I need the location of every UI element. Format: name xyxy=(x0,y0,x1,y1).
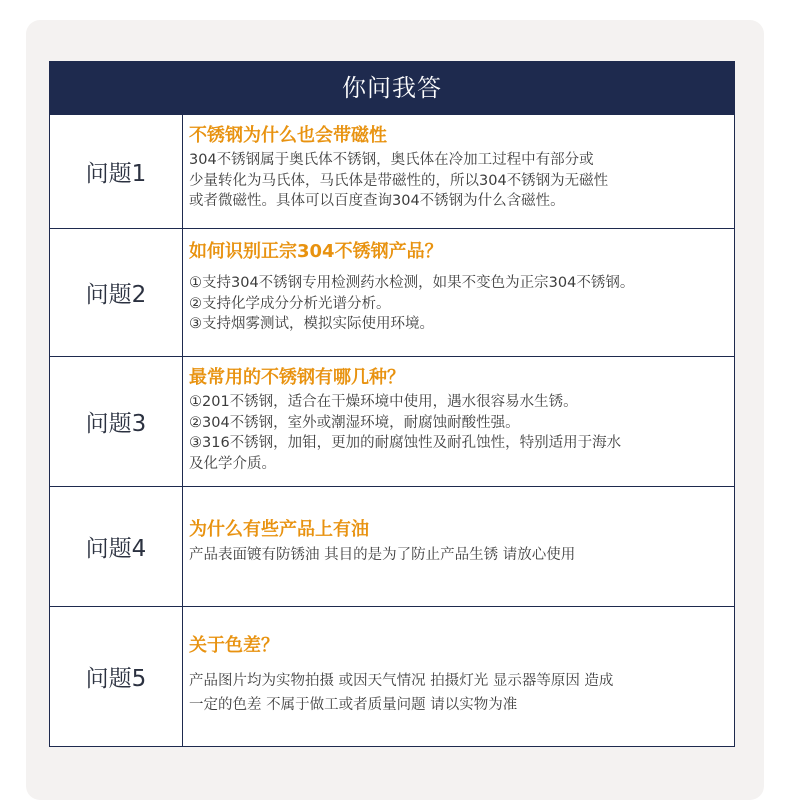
answer-cell xyxy=(183,487,734,606)
answer-line: 少量转化为马氏体，马氏体是带磁性的，所以304不锈钢为无磁性 xyxy=(189,172,609,189)
qa-table xyxy=(49,61,735,747)
qa-row-4 xyxy=(50,486,734,606)
answer-line: 产品图片均为实物拍摄 或因天气情况 拍摄灯光 显示器等原因 造成 xyxy=(189,673,614,689)
question-label: 问题5 xyxy=(50,607,183,746)
answer-line: 或者微磁性。具体可以百度查询304不锈钢为什么含磁性。 xyxy=(189,193,565,209)
qa-row-5 xyxy=(50,606,734,746)
answer-line: 304不锈钢属于奥氏体不锈钢，奥氏体在冷加工过程中有部分或 xyxy=(189,152,594,168)
answer-line: ③316不锈钢，加钼，更加的耐腐蚀性及耐孔蚀性，特别适用于海水 xyxy=(189,435,622,451)
answer-line: ③支持烟雾测试，模拟实际使用环境。 xyxy=(189,316,434,332)
question-title: 如何识别正宗304不锈钢产品？ xyxy=(189,241,443,262)
answer-line: ①支持304不锈钢专用检测药水检测，如果不变色为正宗304不锈钢。 xyxy=(189,275,635,291)
answer-cell xyxy=(183,357,734,486)
table-header: 你问我答 xyxy=(50,62,734,114)
answer-cell xyxy=(183,115,734,228)
question-title: 为什么有些产品上有油 xyxy=(189,519,369,540)
question-title: 关于色差？ xyxy=(189,635,279,656)
question-title: 最常用的不锈钢有哪几种？ xyxy=(189,367,405,388)
qa-row-3 xyxy=(50,356,734,486)
qa-row-2 xyxy=(50,228,734,356)
question-label: 问题4 xyxy=(50,487,183,606)
answer-line: ②304不锈钢，室外或潮湿环境，耐腐蚀耐酸性强。 xyxy=(189,414,520,431)
question-label: 问题3 xyxy=(50,357,183,486)
answer-line: ②支持化学成分分析光谱分析。 xyxy=(189,295,391,312)
answer-cell xyxy=(183,607,734,746)
answer-line: 及化学介质。 xyxy=(189,455,276,472)
answer-line: 一定的色差 不属于做工或者质量问题 请以实物为准 xyxy=(189,697,518,713)
question-title: 不锈钢为什么也会带磁性 xyxy=(189,125,387,146)
qa-row-1 xyxy=(50,114,734,228)
answer-line: ①201不锈钢，适合在干燥环境中使用，遇水很容易水生锈。 xyxy=(189,394,578,410)
answer-line: 产品表面镀有防锈油 其目的是为了防止产品生锈 请放心使用 xyxy=(189,547,576,563)
answer-cell xyxy=(183,229,734,356)
question-label: 问题1 xyxy=(50,115,183,228)
question-label: 问题2 xyxy=(50,229,183,356)
